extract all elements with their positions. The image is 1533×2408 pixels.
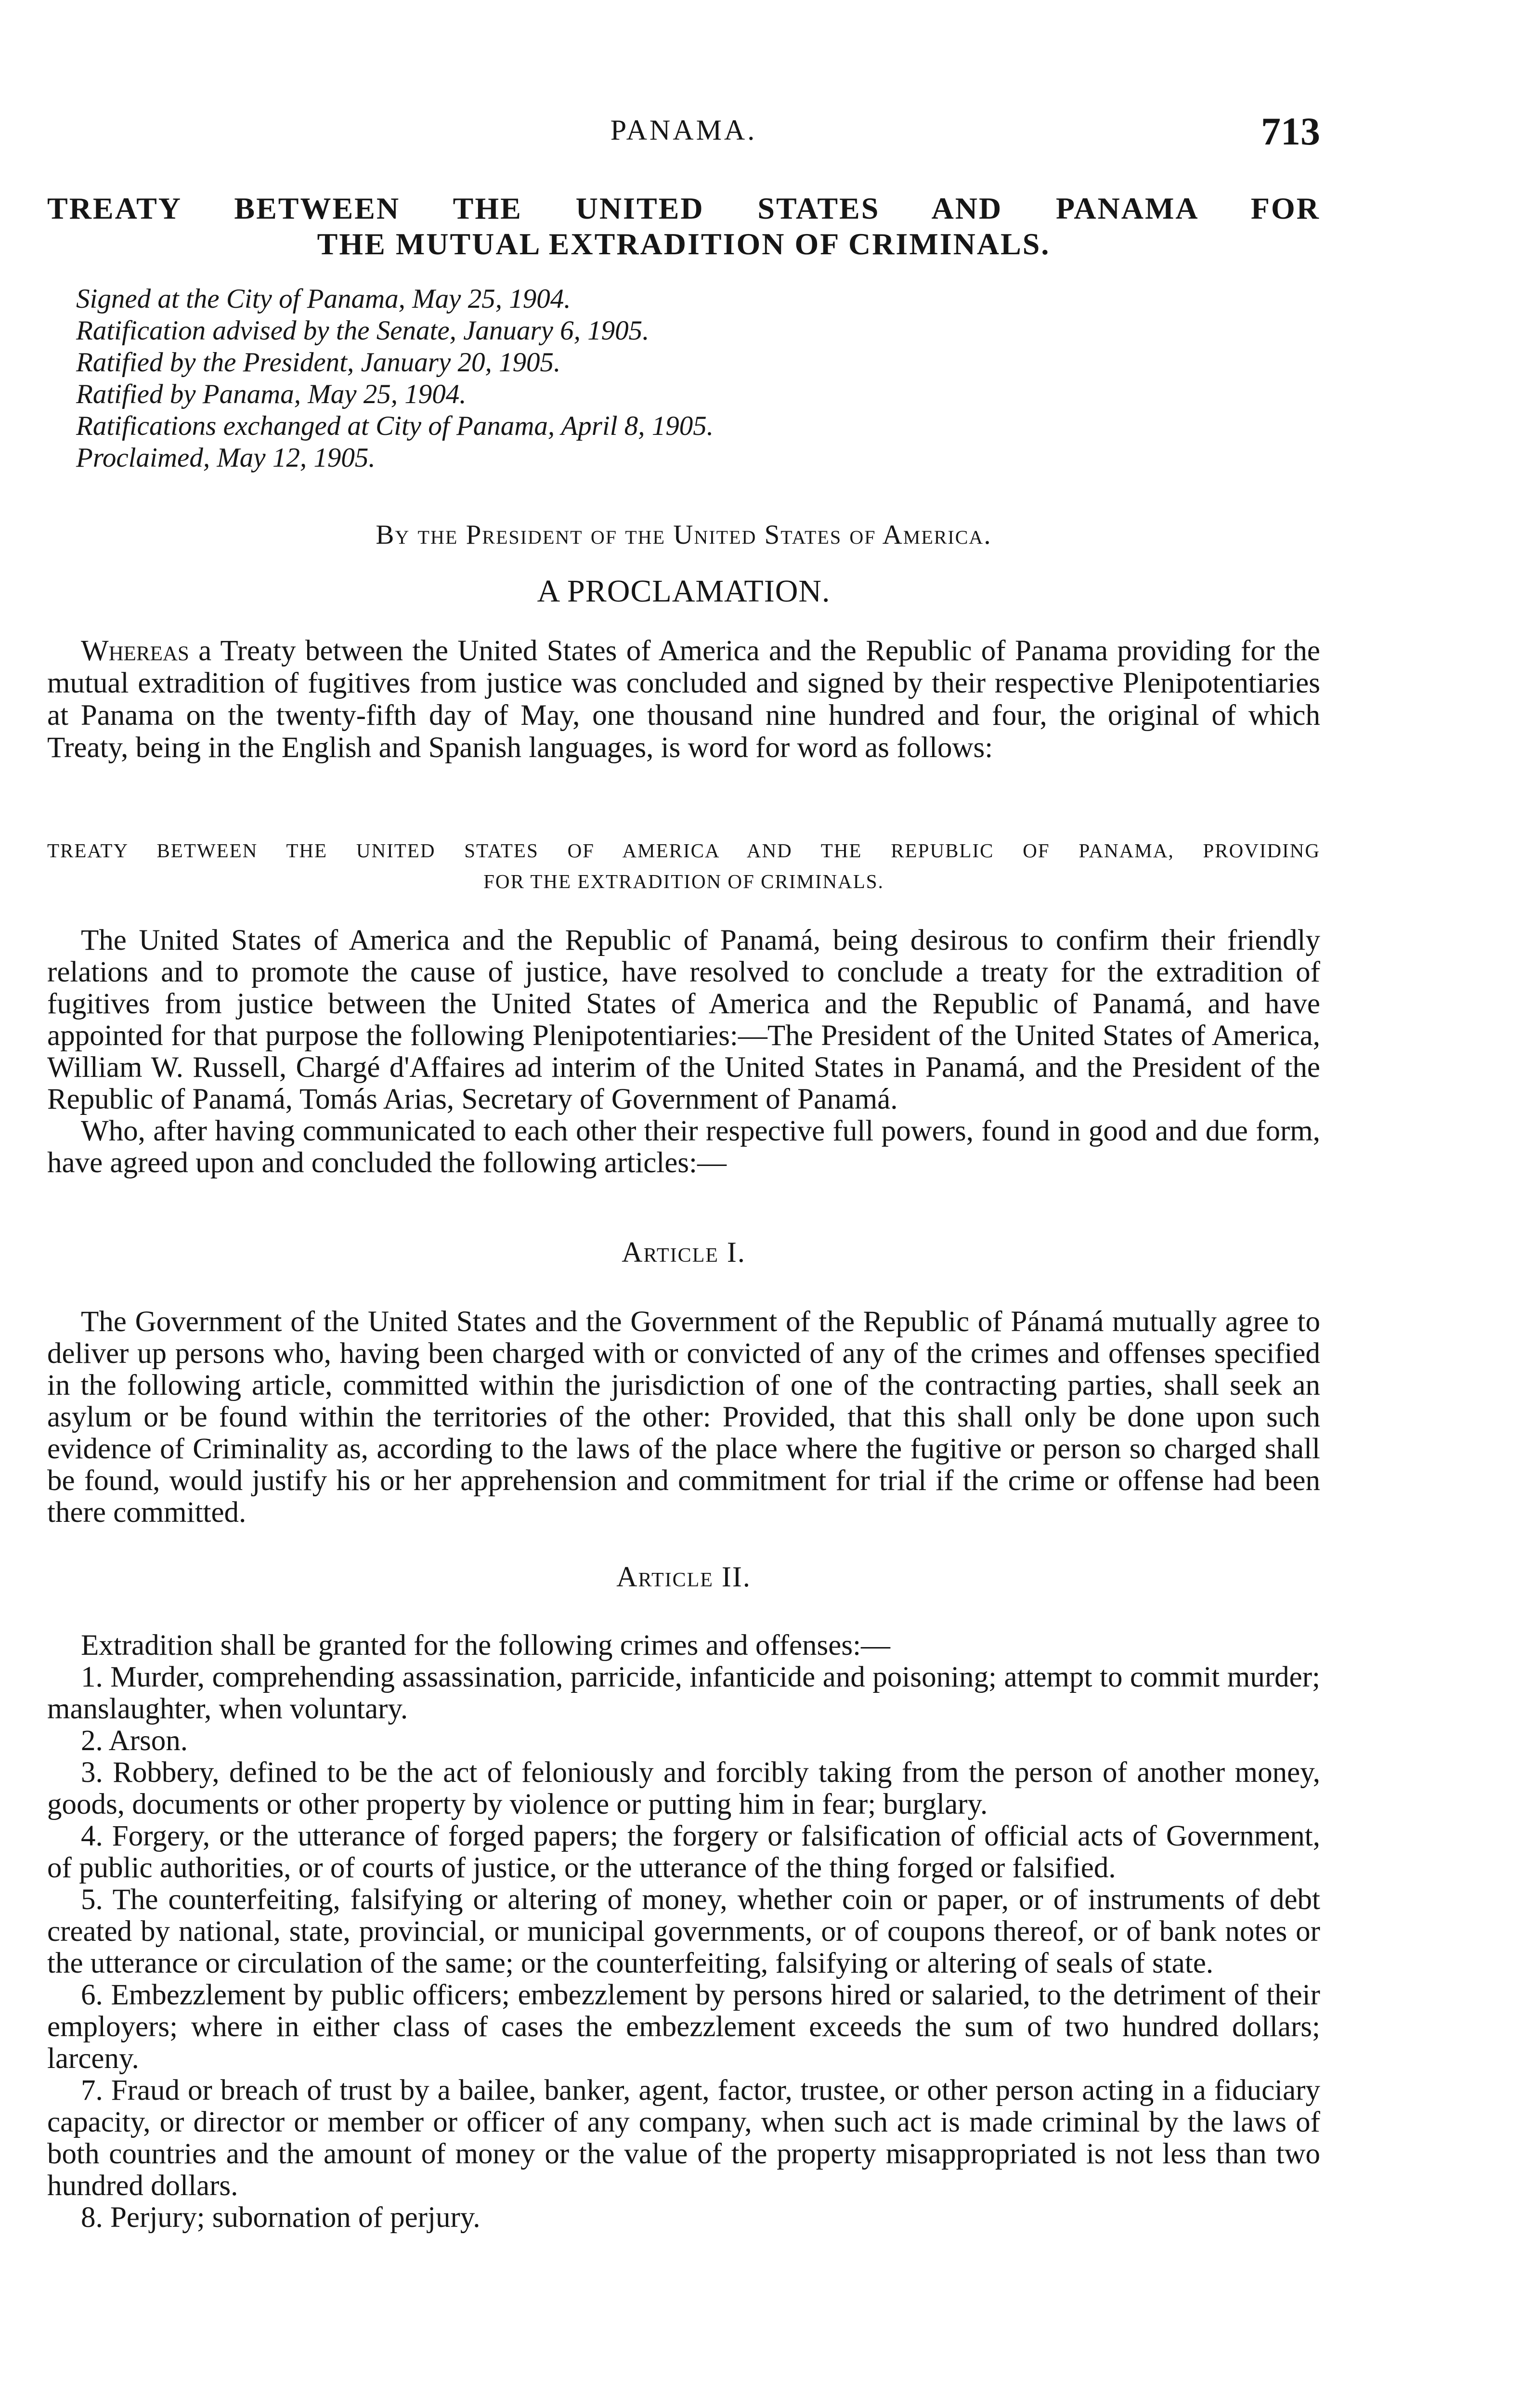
article-2-intro-paragraph: Extradition shall be granted for the following crimes and offenses:—	[81, 1629, 891, 1662]
crime-list-item: 8. Perjury; subornation of perjury.	[81, 2201, 481, 2234]
crime-list-item: 3. Robbery, defined to be the act of feloniously and forcibly taking from the person of another money, goods, documents or other property by violence or putting him in fear; burglary.	[47, 1756, 1320, 1820]
treaty-subheading-line-1: TREATY BETWEEN THE UNITED STATES OF AMERICA AND THE REPUBLIC OF PANAMA, PROVIDING	[47, 839, 1320, 862]
ratification-history	[76, 283, 1280, 474]
preamble	[47, 925, 1320, 1179]
whereas-paragraph	[47, 635, 1320, 764]
proclamation-heading: A PROCLAMATION.	[537, 574, 831, 609]
article-2-intro	[47, 1630, 1320, 1662]
treaty-subheading	[47, 835, 1320, 897]
preamble-paragraph: The United States of America and the Republic of Panamá, being desirous to confirm their friendly relations and to promote the cause of justice, have resolved to conclude a treaty for the extradition of fugitives from justice between the United States of America and the Republic of Panamá, and have appointed for that purpose the following Plenipotentiaries:—The President of the United States of America, William W. Russell, Chargé d'Affaires ad interim of the United States in Panamá, and the President of the Republic of Panamá, Tomás Arias, Secretary of Government of Panamá.	[47, 924, 1320, 1115]
treaty-title-line-1: TREATY BETWEEN THE UNITED STATES AND PANAMA FOR	[47, 191, 1320, 225]
history-line: Ratifications exchanged at City of Panama, April 8, 1905.	[76, 411, 714, 441]
running-title: PANAMA.	[610, 114, 757, 146]
article-1-heading: Article I.	[622, 1236, 746, 1268]
crime-list-item: 6. Embezzlement by public officers; embezzlement by persons hired or salaried, to the detriment of their employers; where in either class of cases the embezzlement exceeds the sum of two hundred dollars; larceny.	[47, 1979, 1320, 2075]
page-number: 713	[1261, 109, 1320, 153]
whereas-lead: Whereas	[81, 635, 189, 667]
history-line: Signed at the City of Panama, May 25, 1904.	[76, 284, 571, 314]
treaty-subheading-line-2: FOR THE EXTRADITION OF CRIMINALS.	[483, 870, 884, 892]
article-1-paragraph: The Government of the United States and the Government of the Republic of Pánamá mutually agree to deliver up persons who, having been charged with or convicted of any of the crimes and offenses specified in the following article, committed within the jurisdiction of one of the contracting parties, shall seek an asylum or be found within the territories of the other: Provided, that this shall only be done upon such evidence of Criminality as, according to the laws of the place where the fugitive or person so charged shall be found, would justify his or her apprehension and commitment for trial if the crime or offense had been there committed.	[47, 1306, 1320, 1529]
crime-list-item: 5. The counterfeiting, falsifying or altering of money, whether coin or paper, or of instruments of debt created by national, state, provincial, or municipal governments, or of coupons thereof, or of bank notes or the utterance or circulation of the same; or the counterfeiting, falsifying or altering of seals of state.	[47, 1884, 1320, 1979]
preamble-paragraph: Who, after having communicated to each other their respective full powers, found in good and due form, have agreed upon and concluded the following articles:—	[47, 1115, 1320, 1179]
article-2-heading: Article II.	[616, 1561, 751, 1593]
article-1-body	[47, 1306, 1320, 1529]
history-line: Ratification advised by the Senate, January 6, 1905.	[76, 315, 650, 346]
history-line: Ratified by the President, January 20, 1905.	[76, 347, 561, 378]
history-line: Proclaimed, May 12, 1905.	[76, 443, 376, 473]
whereas-text: a Treaty between the United States of America and the Republic of Panama providing for the mutual extradition of fugitives from justice was concluded and signed by their respective Plenipotentiaries at Panama on the twenty-fifth day of May, one thousand nine hundred and four, the original of which Treaty, being in the English and Spanish languages, is word for word as follows:	[47, 635, 1320, 764]
by-president-heading: By the President of the United States of America.	[376, 520, 992, 550]
history-line: Ratified by Panama, May 25, 1904.	[76, 379, 467, 409]
treaty-title-line-2: THE MUTUAL EXTRADITION OF CRIMINALS.	[317, 227, 1051, 261]
document-page	[47, 0, 1320, 2408]
crime-list	[47, 1662, 1320, 2234]
crime-list-item: 2. Arson.	[81, 1725, 188, 1757]
running-header	[47, 109, 1320, 152]
treaty-title	[47, 191, 1320, 262]
crime-list-item: 7. Fraud or breach of trust by a bailee, banker, agent, factor, trustee, or other person acting in a fiduciary capacity, or director or member or officer of any company, when such act is made criminal by the laws of both countries and the amount of money or the value of the property misappropriated is not less than two hundred dollars.	[47, 2074, 1320, 2202]
crime-list-item: 1. Murder, comprehending assassination, parricide, infanticide and poisoning; attempt to commit murder; manslaughter, when voluntary.	[47, 1661, 1320, 1725]
crime-list-item: 4. Forgery, or the utterance of forged papers; the forgery or falsification of official acts of Government, of public authorities, or of courts of justice, or the utterance of the thing forged or falsified.	[47, 1820, 1320, 1884]
